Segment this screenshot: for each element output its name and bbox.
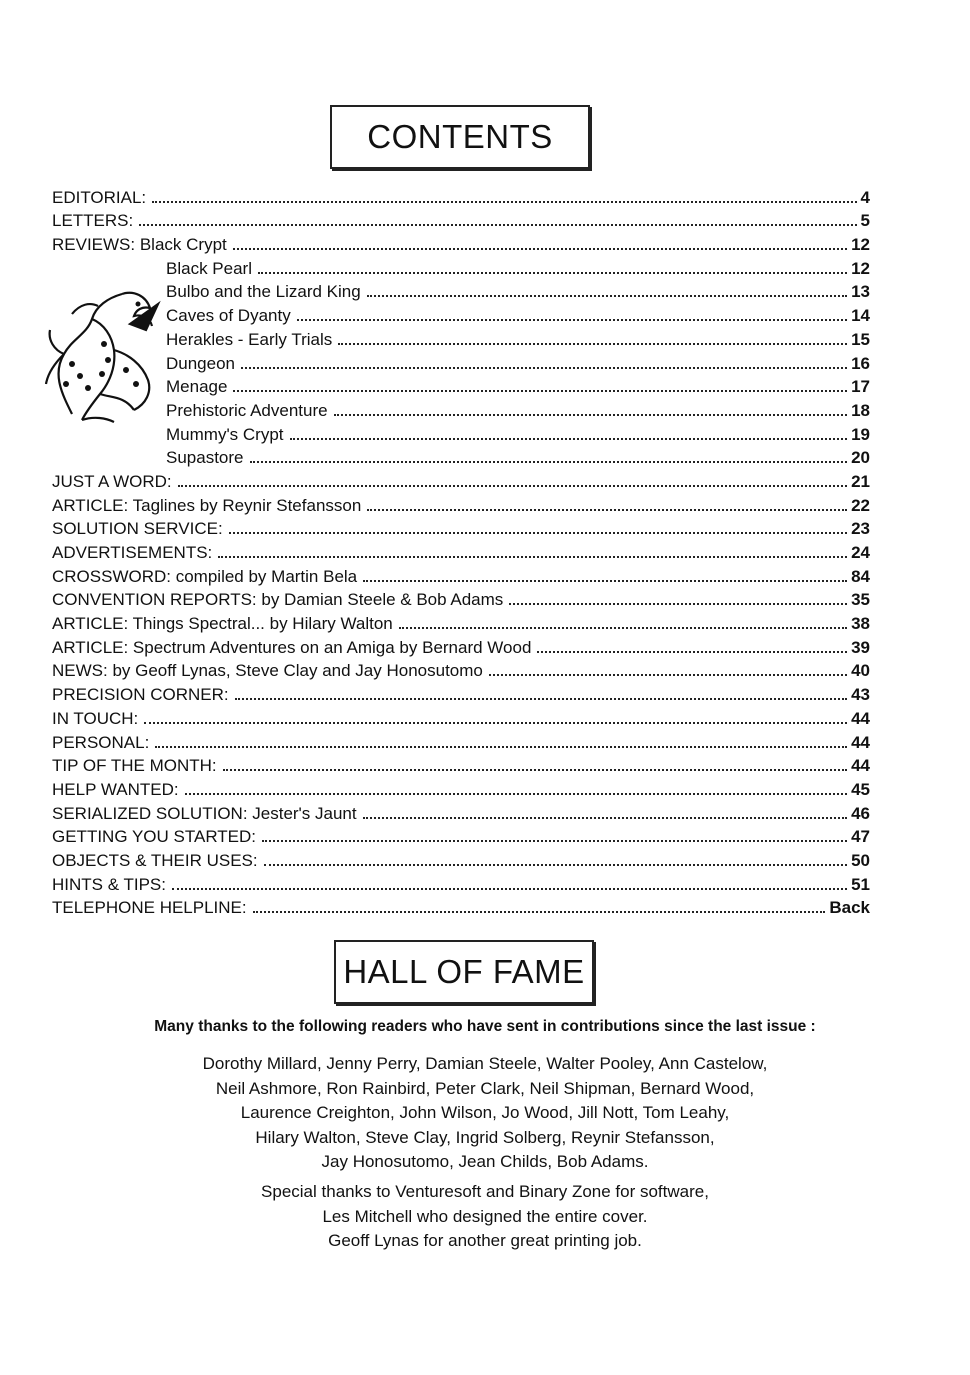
toc-entry-page: 23: [851, 519, 870, 539]
dot-leader: [367, 509, 847, 511]
dot-leader: [139, 224, 856, 226]
dot-leader: [250, 461, 848, 463]
toc-entry-title: HINTS & TIPS:: [52, 874, 166, 894]
dot-leader: [489, 674, 847, 676]
dot-leader: [235, 698, 847, 700]
toc-entry: [52, 279, 870, 303]
contributors-line: Neil Ashmore, Ron Rainbird, Peter Clark, Neil Shipman, Bernard Wood,: [215, 1078, 755, 1098]
toc-entry: [52, 208, 870, 232]
toc-entry-title: LETTERS:: [52, 211, 134, 231]
toc-entry: [52, 634, 870, 658]
toc-entry: [52, 587, 870, 611]
toc-entry-title: OBJECTS & THEIR USES:: [52, 850, 258, 870]
toc-entry-page: 22: [851, 495, 870, 515]
toc-entry: [52, 421, 870, 445]
toc-entry: [52, 871, 870, 895]
dot-leader: [262, 840, 847, 842]
toc-entry-page: 46: [851, 803, 870, 823]
toc-entry: [52, 776, 870, 800]
dot-leader: [367, 295, 847, 297]
toc-entry: [52, 231, 870, 255]
toc-entry-page: 84: [851, 566, 870, 586]
toc-entry-page: 12: [851, 258, 870, 278]
toc-entry-title: GETTING YOU STARTED:: [52, 827, 257, 847]
toc-entry: [52, 302, 870, 326]
toc-entry-title: Menage: [166, 377, 228, 397]
toc-entry: [52, 800, 870, 824]
toc-entry: [52, 847, 870, 871]
toc-entry-page: 17: [851, 377, 870, 397]
toc-entry-page: 35: [851, 590, 870, 610]
dot-leader: [218, 556, 847, 558]
toc-entry-title: PRECISION CORNER:: [52, 685, 229, 705]
toc-entry-title: SERIALIZED SOLUTION: Jester's Jaunt: [52, 803, 357, 823]
contributors-line: Jay Honosutomo, Jean Childs, Bob Adams.: [321, 1152, 649, 1171]
hall-of-fame-heading: HALL OF FAME: [334, 940, 594, 1004]
contributors-list: [40, 1052, 930, 1175]
special-thanks: [40, 1180, 930, 1254]
toc-entry-page: 51: [851, 874, 870, 894]
toc-entry-page: 44: [851, 708, 870, 728]
toc-entry: [52, 681, 870, 705]
dot-leader: [399, 627, 847, 629]
toc-entry-page: 39: [851, 637, 870, 657]
toc-entry: [52, 184, 870, 208]
contributors-line: Laurence Creighton, John Wilson, Jo Wood, Jill Nott, Tom Leahy,: [240, 1103, 730, 1122]
toc-entry-title: CROSSWORD: compiled by Martin Bela: [52, 566, 358, 586]
toc-entry-page: Back: [829, 898, 870, 918]
toc-entry: [52, 255, 870, 279]
toc-entry-page: 18: [851, 400, 870, 420]
toc-entry: [52, 374, 870, 398]
toc-entry: [52, 445, 870, 469]
toc-entry: [52, 326, 870, 350]
toc-entry-page: 21: [851, 471, 870, 491]
dot-leader: [258, 272, 847, 274]
contributors-line: Dorothy Millard, Jenny Perry, Damian Steele, Walter Pooley, Ann Castelow,: [202, 1054, 768, 1073]
toc-entry-page: 15: [851, 329, 870, 349]
toc-entry-page: 44: [851, 732, 870, 752]
dot-leader: [290, 438, 848, 440]
toc-entry: [52, 539, 870, 563]
toc-entry-title: HELP WANTED:: [52, 779, 179, 799]
toc-entry-page: 50: [851, 850, 870, 870]
toc-entry-page: 20: [851, 448, 870, 468]
toc-entry: [52, 563, 870, 587]
toc-entry-page: 12: [851, 235, 870, 255]
toc-entry-page: 16: [851, 353, 870, 373]
contents-heading: CONTENTS: [330, 105, 590, 169]
toc-entry-page: 14: [851, 306, 870, 326]
dot-leader: [363, 580, 847, 582]
toc-entry-title: ARTICLE: Things Spectral... by Hilary Walton: [52, 614, 393, 634]
toc-entry-page: 5: [860, 211, 870, 231]
dot-leader: [509, 603, 847, 605]
toc-entry-page: 43: [851, 685, 870, 705]
toc-entry: [52, 895, 870, 919]
toc-entry-title: Bulbo and the Lizard King: [166, 282, 361, 302]
toc-entry-page: 44: [851, 756, 870, 776]
toc-entry-title: Black Pearl: [166, 258, 252, 278]
toc-entry: [52, 824, 870, 848]
dot-leader: [537, 651, 847, 653]
toc-entry-page: 40: [851, 661, 870, 681]
toc-entry-title: TELEPHONE HELPLINE:: [52, 898, 247, 918]
toc-entry-title: CONVENTION REPORTS: by Damian Steele & Bob Adams: [52, 590, 504, 610]
toc-entry-title: EDITORIAL:: [52, 187, 147, 207]
toc-entry: [52, 350, 870, 374]
dot-leader: [144, 722, 847, 724]
toc-entry: [52, 468, 870, 492]
dot-leader: [233, 248, 847, 250]
toc-entry: [52, 729, 870, 753]
dot-leader: [178, 485, 847, 487]
contributors-line: Hilary Walton, Steve Clay, Ingrid Solberg, Reynir Stefansson,: [255, 1127, 715, 1147]
toc-entry-title: Dungeon: [166, 353, 236, 373]
toc-entry-page: 4: [860, 187, 870, 207]
dot-leader: [155, 746, 847, 748]
dot-leader: [334, 414, 847, 416]
toc-entry-title: ADVERTISEMENTS:: [52, 543, 213, 562]
toc-entry: [52, 610, 870, 634]
toc-entry-page: 19: [851, 424, 870, 444]
dot-leader: [185, 793, 847, 795]
toc-entry-page: 47: [851, 827, 870, 847]
dot-leader: [297, 319, 847, 321]
toc-entry-title: Caves of Dyanty: [166, 306, 291, 326]
dot-leader: [241, 367, 847, 369]
toc-entry-title: NEWS: by Geoff Lynas, Steve Clay and Jay Honosutomo: [52, 661, 483, 681]
toc-entry-page: 38: [851, 614, 870, 634]
toc-entry-title: IN TOUCH:: [52, 708, 139, 728]
toc-entry-page: 13: [851, 282, 870, 302]
dot-leader: [172, 888, 847, 890]
toc-entry-title: ARTICLE: Spectrum Adventures on an Amiga by Bernard Wood: [52, 637, 532, 657]
special-thanks-line: Geoff Lynas for another great printing job.: [328, 1231, 642, 1250]
dot-leader: [152, 201, 856, 203]
toc-entry-title: REVIEWS: Black Crypt: [52, 235, 227, 255]
toc-entry: [52, 492, 870, 516]
toc-entry: [52, 705, 870, 729]
toc-entry-title: Herakles - Early Trials: [166, 329, 333, 349]
dot-leader: [253, 911, 826, 913]
dot-leader: [229, 532, 847, 534]
toc-entry: [52, 397, 870, 421]
special-thanks-line: Special thanks to Venturesoft and Binary Zone for software,: [261, 1182, 709, 1201]
dot-leader: [223, 769, 847, 771]
dot-leader: [363, 817, 847, 819]
toc-entry-page: 45: [851, 779, 870, 799]
dot-leader: [338, 343, 847, 345]
thanks-intro: Many thanks to the following readers who have sent in contributions since the last issue :: [154, 1018, 816, 1035]
toc-entry-title: TIP OF THE MONTH:: [52, 756, 217, 776]
toc-entry-page: 24: [851, 543, 870, 562]
toc-entry: [52, 516, 870, 540]
toc-entry-title: Prehistoric Adventure: [166, 400, 328, 420]
special-thanks-line: Les Mitchell who designed the entire cover.: [322, 1206, 648, 1226]
toc-entry-title: ARTICLE: Taglines by Reynir Stefansson: [52, 495, 362, 515]
toc-entry: [52, 658, 870, 682]
dot-leader: [264, 864, 847, 866]
toc-entry-title: Supastore: [166, 448, 244, 468]
table-of-contents: [52, 184, 870, 918]
toc-entry-title: JUST A WORD:: [52, 471, 172, 491]
toc-entry-title: PERSONAL:: [52, 732, 150, 752]
toc-entry-title: Mummy's Crypt: [166, 424, 284, 444]
toc-entry: [52, 753, 870, 777]
dot-leader: [233, 390, 847, 392]
toc-entry-title: SOLUTION SERVICE:: [52, 519, 223, 539]
